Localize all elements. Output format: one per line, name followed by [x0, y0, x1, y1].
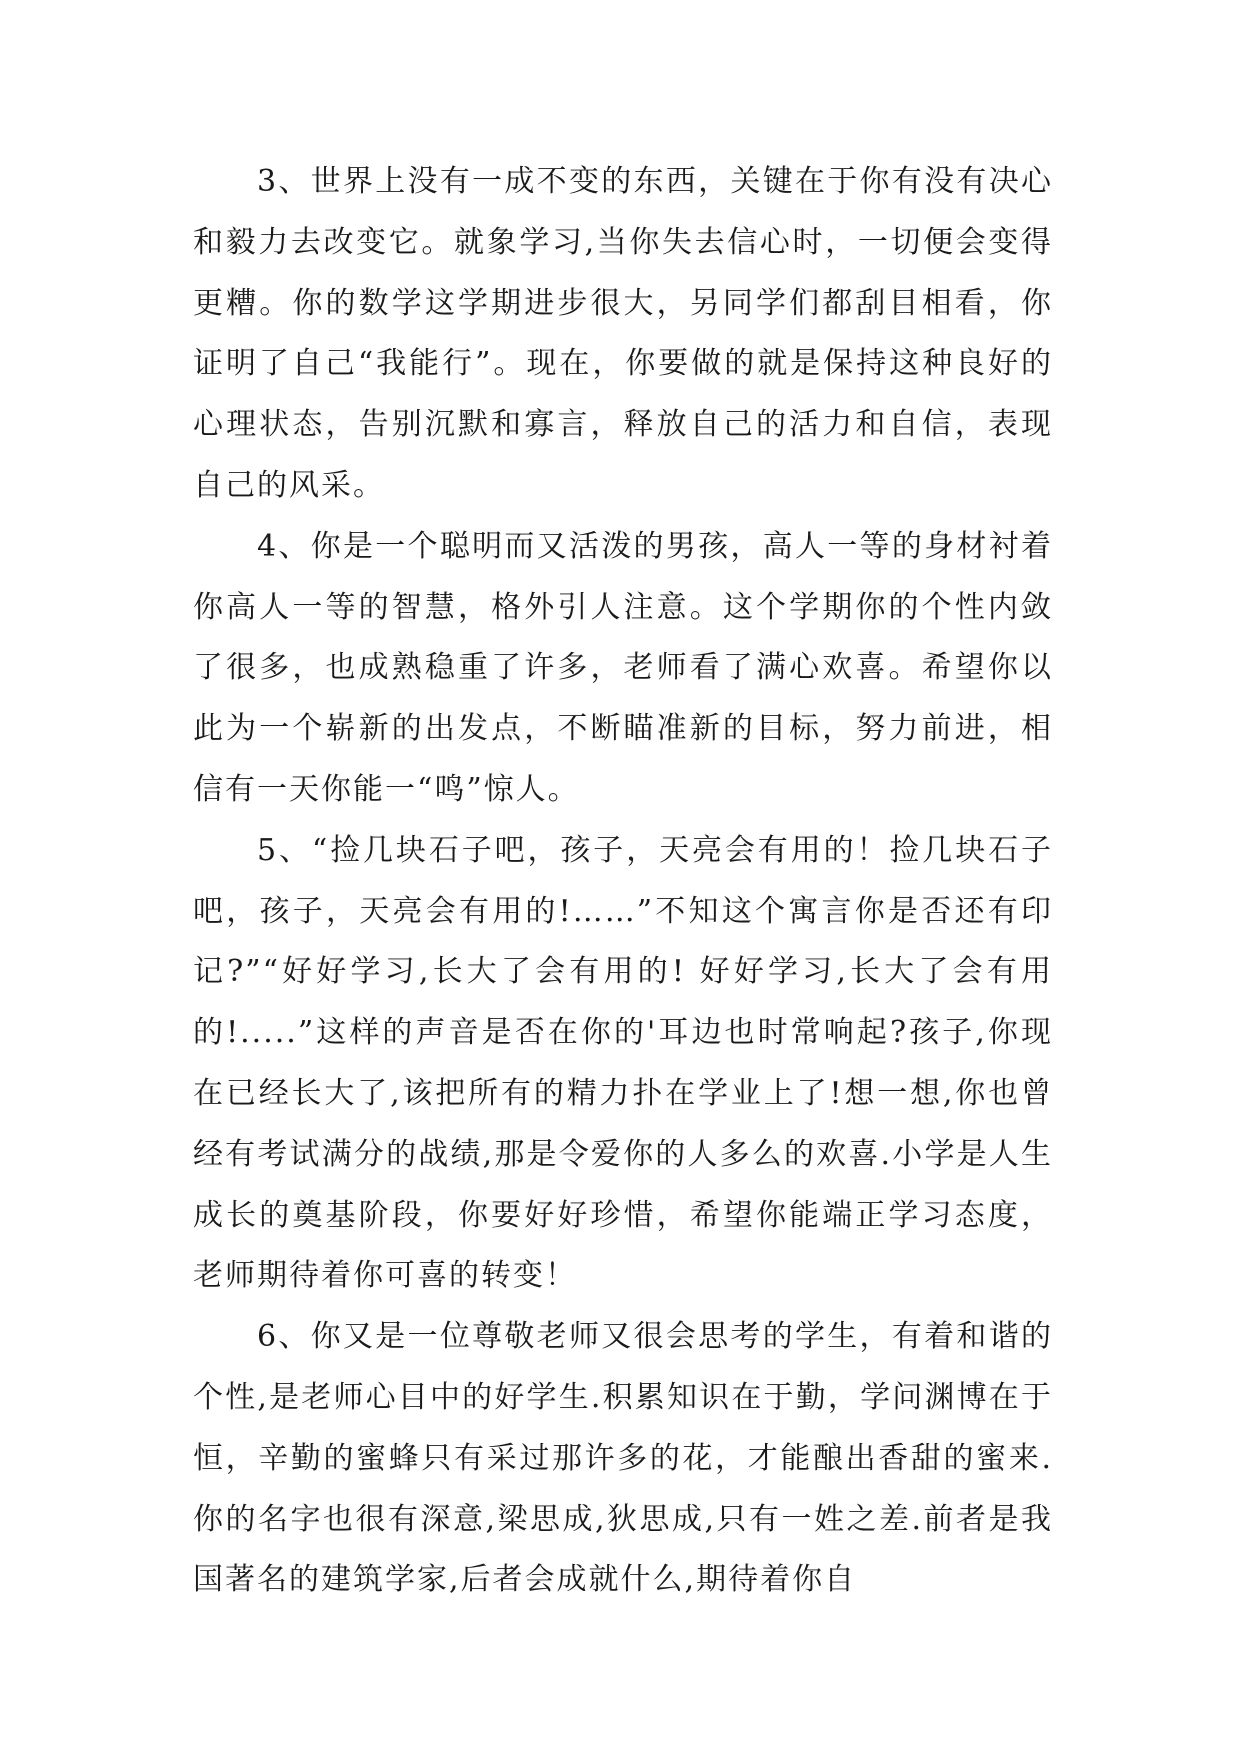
paragraph-5: 5、“捡几块石子吧，孩子，天亮会有用的！捡几块石子吧，孩子，天亮会有用的!……”不知这个寓言你是否还有印记?”“好好学习,长大了会有用的! 好好学习,长大了会有用的!.....”这样的声音是否在你的'耳边也时常响起?孩子,你现在已经长大了,该把所有的精力扑在学业上了!想一想,你也曾经有考试满分的战绩,那是令爱你的人多么的欢喜.小学是人生成长的奠基阶段，你要好好珍惜，希望你能端正学习态度，老师期待着你可喜的转变！ — [193, 832, 1053, 1294]
paragraph-3: 3、世界上没有一成不变的东西，关键在于你有没有决心和毅力去改变它。就象学习,当你失去信心时，一切便会变得更糟。你的数学这学期进步很大，另同学们都刮目相看，你证明了自己“我能行”。现在，你要做的就是保持这种良好的心理状态，告别沉默和寡言，释放自己的活力和自信，表现自己的风采。 — [193, 164, 1053, 503]
document-body — [193, 152, 1053, 1611]
paragraph-4: 4、你是一个聪明而又活泼的男孩，高人一等的身材衬着你高人一等的智慧，格外引人注意。这个学期你的个性内敛了很多，也成熟稳重了许多，老师看了满心欢喜。希望你以此为一个崭新的出发点，不断瞄准新的目标，努力前进，相信有一天你能一“鸣”惊人。 — [193, 528, 1053, 807]
paragraph-6: 6、你又是一位尊敬老师又很会思考的学生，有着和谐的个性,是老师心目中的好学生.积累知识在于勤，学问渊博在于恒，辛勤的蜜蜂只有采过那许多的花，才能酿出香甜的蜜来.你的名字也很有深意,梁思成,狄思成,只有一姓之差.前者是我国著名的建筑学家,后者会成就什么,期待着你自 — [193, 1319, 1053, 1598]
